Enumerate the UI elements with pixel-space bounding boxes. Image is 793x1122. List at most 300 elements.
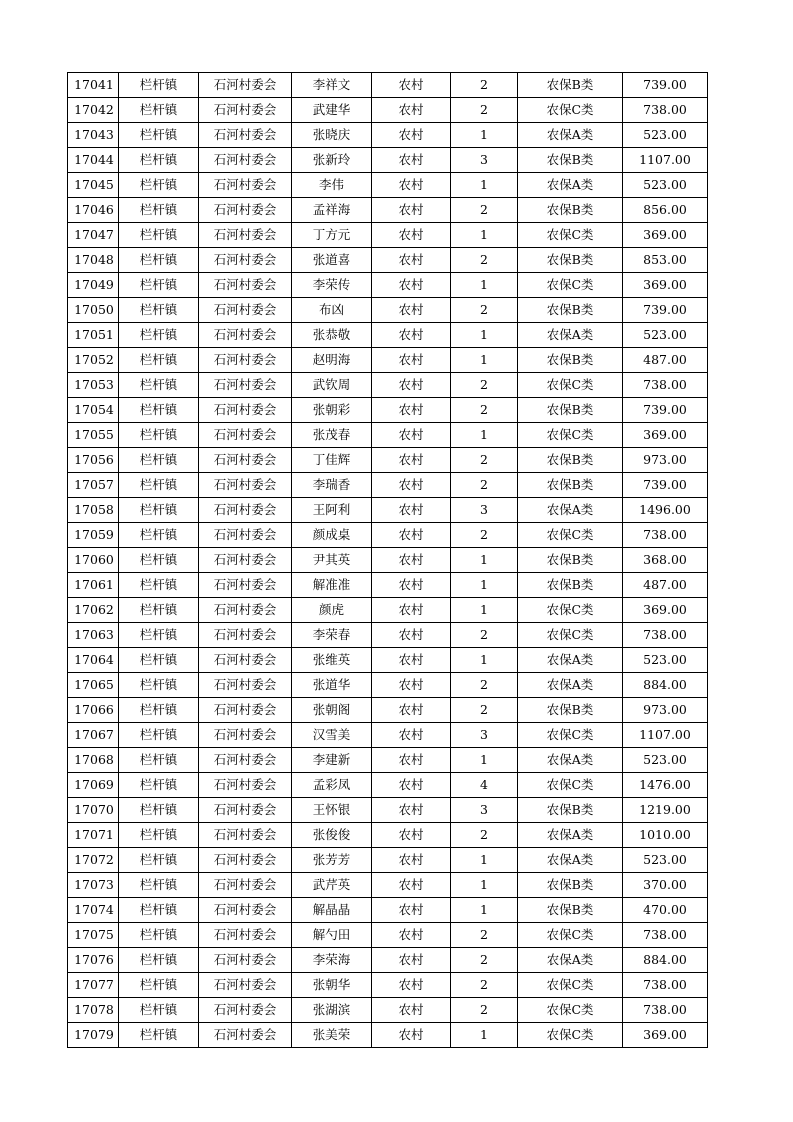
area-type-cell: 农村 xyxy=(372,1023,451,1048)
table-row xyxy=(68,573,708,598)
area-type-cell: 农村 xyxy=(372,648,451,673)
area-type-cell: 农村 xyxy=(372,998,451,1023)
area-type-cell: 农村 xyxy=(372,123,451,148)
village-committee-cell: 石河村委会 xyxy=(199,398,292,423)
record-id-cell: 17041 xyxy=(68,73,119,98)
town-cell: 栏杆镇 xyxy=(119,348,199,373)
amount-cell: 523.00 xyxy=(623,123,708,148)
town-cell: 栏杆镇 xyxy=(119,873,199,898)
village-committee-cell: 石河村委会 xyxy=(199,198,292,223)
name-cell: 解准准 xyxy=(292,573,372,598)
record-id-cell: 17042 xyxy=(68,98,119,123)
table-row xyxy=(68,1023,708,1048)
name-cell: 解勺田 xyxy=(292,923,372,948)
household-count-cell: 2 xyxy=(451,673,518,698)
record-id-cell: 17079 xyxy=(68,1023,119,1048)
amount-cell: 1107.00 xyxy=(623,148,708,173)
table-row xyxy=(68,173,708,198)
village-committee-cell: 石河村委会 xyxy=(199,73,292,98)
village-committee-cell: 石河村委会 xyxy=(199,923,292,948)
town-cell: 栏杆镇 xyxy=(119,973,199,998)
name-cell: 张维英 xyxy=(292,648,372,673)
amount-cell: 738.00 xyxy=(623,998,708,1023)
amount-cell: 523.00 xyxy=(623,748,708,773)
area-type-cell: 农村 xyxy=(372,398,451,423)
record-id-cell: 17076 xyxy=(68,948,119,973)
insurance-category-cell: 农保B类 xyxy=(518,248,623,273)
amount-cell: 487.00 xyxy=(623,348,708,373)
insurance-category-cell: 农保A类 xyxy=(518,848,623,873)
table-row xyxy=(68,248,708,273)
household-count-cell: 1 xyxy=(451,348,518,373)
household-count-cell: 2 xyxy=(451,248,518,273)
table-row xyxy=(68,773,708,798)
village-committee-cell: 石河村委会 xyxy=(199,848,292,873)
town-cell: 栏杆镇 xyxy=(119,648,199,673)
household-count-cell: 1 xyxy=(451,123,518,148)
name-cell: 武建华 xyxy=(292,98,372,123)
amount-cell: 738.00 xyxy=(623,98,708,123)
area-type-cell: 农村 xyxy=(372,298,451,323)
insurance-category-cell: 农保C类 xyxy=(518,98,623,123)
amount-cell: 738.00 xyxy=(623,373,708,398)
record-id-cell: 17050 xyxy=(68,298,119,323)
area-type-cell: 农村 xyxy=(372,173,451,198)
area-type-cell: 农村 xyxy=(372,148,451,173)
household-count-cell: 2 xyxy=(451,473,518,498)
name-cell: 王阿利 xyxy=(292,498,372,523)
household-count-cell: 2 xyxy=(451,373,518,398)
record-id-cell: 17043 xyxy=(68,123,119,148)
town-cell: 栏杆镇 xyxy=(119,398,199,423)
record-id-cell: 17062 xyxy=(68,598,119,623)
household-count-cell: 2 xyxy=(451,198,518,223)
name-cell: 李荣海 xyxy=(292,948,372,973)
area-type-cell: 农村 xyxy=(372,898,451,923)
record-id-cell: 17044 xyxy=(68,148,119,173)
household-count-cell: 2 xyxy=(451,73,518,98)
amount-cell: 370.00 xyxy=(623,873,708,898)
household-count-cell: 1 xyxy=(451,548,518,573)
name-cell: 张美荣 xyxy=(292,1023,372,1048)
amount-cell: 884.00 xyxy=(623,673,708,698)
record-id-cell: 17058 xyxy=(68,498,119,523)
household-count-cell: 1 xyxy=(451,223,518,248)
name-cell: 张俊俊 xyxy=(292,823,372,848)
table-row xyxy=(68,623,708,648)
name-cell: 李瑞香 xyxy=(292,473,372,498)
household-count-cell: 3 xyxy=(451,498,518,523)
table-row xyxy=(68,648,708,673)
name-cell: 张茂春 xyxy=(292,423,372,448)
household-count-cell: 1 xyxy=(451,898,518,923)
table-row xyxy=(68,998,708,1023)
record-id-cell: 17077 xyxy=(68,973,119,998)
insurance-category-cell: 农保C类 xyxy=(518,973,623,998)
amount-cell: 738.00 xyxy=(623,523,708,548)
town-cell: 栏杆镇 xyxy=(119,798,199,823)
name-cell: 孟祥海 xyxy=(292,198,372,223)
name-cell: 李荣春 xyxy=(292,623,372,648)
insurance-category-cell: 农保B类 xyxy=(518,798,623,823)
area-type-cell: 农村 xyxy=(372,348,451,373)
household-count-cell: 2 xyxy=(451,698,518,723)
area-type-cell: 农村 xyxy=(372,198,451,223)
household-count-cell: 3 xyxy=(451,798,518,823)
insurance-category-cell: 农保C类 xyxy=(518,223,623,248)
record-id-cell: 17055 xyxy=(68,423,119,448)
area-type-cell: 农村 xyxy=(372,473,451,498)
area-type-cell: 农村 xyxy=(372,248,451,273)
record-id-cell: 17063 xyxy=(68,623,119,648)
name-cell: 汉雪美 xyxy=(292,723,372,748)
amount-cell: 738.00 xyxy=(623,623,708,648)
record-id-cell: 17072 xyxy=(68,848,119,873)
table-row xyxy=(68,548,708,573)
name-cell: 张恭敬 xyxy=(292,323,372,348)
village-committee-cell: 石河村委会 xyxy=(199,148,292,173)
town-cell: 栏杆镇 xyxy=(119,698,199,723)
insurance-category-cell: 农保B类 xyxy=(518,473,623,498)
record-id-cell: 17068 xyxy=(68,748,119,773)
insurance-category-cell: 农保B类 xyxy=(518,198,623,223)
table-row xyxy=(68,723,708,748)
insurance-category-cell: 农保A类 xyxy=(518,173,623,198)
record-id-cell: 17071 xyxy=(68,823,119,848)
insurance-category-cell: 农保B类 xyxy=(518,73,623,98)
village-committee-cell: 石河村委会 xyxy=(199,623,292,648)
village-committee-cell: 石河村委会 xyxy=(199,948,292,973)
record-id-cell: 17060 xyxy=(68,548,119,573)
area-type-cell: 农村 xyxy=(372,948,451,973)
household-count-cell: 1 xyxy=(451,748,518,773)
name-cell: 布凶 xyxy=(292,298,372,323)
table-row xyxy=(68,348,708,373)
household-count-cell: 1 xyxy=(451,273,518,298)
village-committee-cell: 石河村委会 xyxy=(199,223,292,248)
area-type-cell: 农村 xyxy=(372,623,451,648)
town-cell: 栏杆镇 xyxy=(119,298,199,323)
record-id-cell: 17052 xyxy=(68,348,119,373)
amount-cell: 739.00 xyxy=(623,73,708,98)
amount-cell: 853.00 xyxy=(623,248,708,273)
records-table xyxy=(67,72,708,1048)
amount-cell: 739.00 xyxy=(623,398,708,423)
area-type-cell: 农村 xyxy=(372,673,451,698)
town-cell: 栏杆镇 xyxy=(119,898,199,923)
area-type-cell: 农村 xyxy=(372,748,451,773)
town-cell: 栏杆镇 xyxy=(119,198,199,223)
amount-cell: 1010.00 xyxy=(623,823,708,848)
town-cell: 栏杆镇 xyxy=(119,423,199,448)
amount-cell: 856.00 xyxy=(623,198,708,223)
table-row xyxy=(68,498,708,523)
table-row xyxy=(68,448,708,473)
table-row xyxy=(68,398,708,423)
record-id-cell: 17075 xyxy=(68,923,119,948)
village-committee-cell: 石河村委会 xyxy=(199,723,292,748)
table-row xyxy=(68,73,708,98)
household-count-cell: 1 xyxy=(451,648,518,673)
town-cell: 栏杆镇 xyxy=(119,173,199,198)
area-type-cell: 农村 xyxy=(372,498,451,523)
insurance-category-cell: 农保C类 xyxy=(518,623,623,648)
household-count-cell: 3 xyxy=(451,723,518,748)
record-id-cell: 17056 xyxy=(68,448,119,473)
table-row xyxy=(68,923,708,948)
area-type-cell: 农村 xyxy=(372,973,451,998)
village-committee-cell: 石河村委会 xyxy=(199,1023,292,1048)
table-row xyxy=(68,273,708,298)
insurance-category-cell: 农保C类 xyxy=(518,373,623,398)
insurance-category-cell: 农保C类 xyxy=(518,423,623,448)
town-cell: 栏杆镇 xyxy=(119,773,199,798)
amount-cell: 1476.00 xyxy=(623,773,708,798)
village-committee-cell: 石河村委会 xyxy=(199,323,292,348)
insurance-category-cell: 农保B类 xyxy=(518,298,623,323)
village-committee-cell: 石河村委会 xyxy=(199,673,292,698)
village-committee-cell: 石河村委会 xyxy=(199,523,292,548)
household-count-cell: 2 xyxy=(451,298,518,323)
area-type-cell: 农村 xyxy=(372,323,451,348)
household-count-cell: 2 xyxy=(451,823,518,848)
record-id-cell: 17053 xyxy=(68,373,119,398)
village-committee-cell: 石河村委会 xyxy=(199,973,292,998)
area-type-cell: 农村 xyxy=(372,798,451,823)
name-cell: 张新玲 xyxy=(292,148,372,173)
table-row xyxy=(68,948,708,973)
household-count-cell: 2 xyxy=(451,523,518,548)
name-cell: 孟彩凤 xyxy=(292,773,372,798)
table-row xyxy=(68,823,708,848)
area-type-cell: 农村 xyxy=(372,723,451,748)
table-row xyxy=(68,298,708,323)
insurance-category-cell: 农保A类 xyxy=(518,123,623,148)
town-cell: 栏杆镇 xyxy=(119,623,199,648)
amount-cell: 523.00 xyxy=(623,323,708,348)
household-count-cell: 1 xyxy=(451,848,518,873)
village-committee-cell: 石河村委会 xyxy=(199,873,292,898)
amount-cell: 487.00 xyxy=(623,573,708,598)
household-count-cell: 2 xyxy=(451,923,518,948)
area-type-cell: 农村 xyxy=(372,73,451,98)
insurance-category-cell: 农保C类 xyxy=(518,523,623,548)
record-id-cell: 17059 xyxy=(68,523,119,548)
name-cell: 张朝阁 xyxy=(292,698,372,723)
insurance-category-cell: 农保A类 xyxy=(518,323,623,348)
area-type-cell: 农村 xyxy=(372,98,451,123)
insurance-category-cell: 农保C类 xyxy=(518,723,623,748)
town-cell: 栏杆镇 xyxy=(119,123,199,148)
amount-cell: 369.00 xyxy=(623,223,708,248)
name-cell: 武芹英 xyxy=(292,873,372,898)
area-type-cell: 农村 xyxy=(372,548,451,573)
village-committee-cell: 石河村委会 xyxy=(199,748,292,773)
table-row xyxy=(68,698,708,723)
insurance-category-cell: 农保A类 xyxy=(518,948,623,973)
table-row xyxy=(68,523,708,548)
village-committee-cell: 石河村委会 xyxy=(199,573,292,598)
village-committee-cell: 石河村委会 xyxy=(199,298,292,323)
insurance-category-cell: 农保B类 xyxy=(518,348,623,373)
name-cell: 丁方元 xyxy=(292,223,372,248)
town-cell: 栏杆镇 xyxy=(119,598,199,623)
town-cell: 栏杆镇 xyxy=(119,823,199,848)
insurance-category-cell: 农保C类 xyxy=(518,273,623,298)
insurance-category-cell: 农保A类 xyxy=(518,673,623,698)
town-cell: 栏杆镇 xyxy=(119,98,199,123)
town-cell: 栏杆镇 xyxy=(119,723,199,748)
amount-cell: 523.00 xyxy=(623,848,708,873)
household-count-cell: 2 xyxy=(451,973,518,998)
record-id-cell: 17054 xyxy=(68,398,119,423)
table-row xyxy=(68,973,708,998)
name-cell: 王怀银 xyxy=(292,798,372,823)
village-committee-cell: 石河村委会 xyxy=(199,648,292,673)
table-row xyxy=(68,423,708,448)
insurance-category-cell: 农保A类 xyxy=(518,498,623,523)
area-type-cell: 农村 xyxy=(372,848,451,873)
record-id-cell: 17074 xyxy=(68,898,119,923)
household-count-cell: 1 xyxy=(451,1023,518,1048)
record-id-cell: 17066 xyxy=(68,698,119,723)
village-committee-cell: 石河村委会 xyxy=(199,698,292,723)
amount-cell: 1496.00 xyxy=(623,498,708,523)
town-cell: 栏杆镇 xyxy=(119,998,199,1023)
record-id-cell: 17045 xyxy=(68,173,119,198)
area-type-cell: 农村 xyxy=(372,573,451,598)
town-cell: 栏杆镇 xyxy=(119,248,199,273)
name-cell: 张朝华 xyxy=(292,973,372,998)
town-cell: 栏杆镇 xyxy=(119,1023,199,1048)
insurance-category-cell: 农保B类 xyxy=(518,573,623,598)
household-count-cell: 2 xyxy=(451,448,518,473)
insurance-category-cell: 农保B类 xyxy=(518,873,623,898)
record-id-cell: 17048 xyxy=(68,248,119,273)
name-cell: 武钦周 xyxy=(292,373,372,398)
area-type-cell: 农村 xyxy=(372,423,451,448)
record-id-cell: 17051 xyxy=(68,323,119,348)
insurance-category-cell: 农保C类 xyxy=(518,598,623,623)
table-row xyxy=(68,148,708,173)
village-committee-cell: 石河村委会 xyxy=(199,473,292,498)
name-cell: 张芳芳 xyxy=(292,848,372,873)
table-row xyxy=(68,598,708,623)
household-count-cell: 2 xyxy=(451,623,518,648)
town-cell: 栏杆镇 xyxy=(119,923,199,948)
record-id-cell: 17070 xyxy=(68,798,119,823)
record-id-cell: 17061 xyxy=(68,573,119,598)
record-id-cell: 17065 xyxy=(68,673,119,698)
area-type-cell: 农村 xyxy=(372,273,451,298)
record-id-cell: 17073 xyxy=(68,873,119,898)
table-row xyxy=(68,98,708,123)
amount-cell: 973.00 xyxy=(623,448,708,473)
town-cell: 栏杆镇 xyxy=(119,223,199,248)
village-committee-cell: 石河村委会 xyxy=(199,773,292,798)
town-cell: 栏杆镇 xyxy=(119,848,199,873)
household-count-cell: 2 xyxy=(451,398,518,423)
village-committee-cell: 石河村委会 xyxy=(199,348,292,373)
amount-cell: 739.00 xyxy=(623,473,708,498)
insurance-category-cell: 农保B类 xyxy=(518,698,623,723)
village-committee-cell: 石河村委会 xyxy=(199,123,292,148)
household-count-cell: 3 xyxy=(451,148,518,173)
village-committee-cell: 石河村委会 xyxy=(199,548,292,573)
name-cell: 丁佳辉 xyxy=(292,448,372,473)
amount-cell: 1107.00 xyxy=(623,723,708,748)
insurance-category-cell: 农保B类 xyxy=(518,898,623,923)
village-committee-cell: 石河村委会 xyxy=(199,273,292,298)
amount-cell: 739.00 xyxy=(623,298,708,323)
name-cell: 解晶晶 xyxy=(292,898,372,923)
amount-cell: 369.00 xyxy=(623,273,708,298)
name-cell: 张湖滨 xyxy=(292,998,372,1023)
insurance-category-cell: 农保C类 xyxy=(518,1023,623,1048)
amount-cell: 369.00 xyxy=(623,1023,708,1048)
village-committee-cell: 石河村委会 xyxy=(199,823,292,848)
town-cell: 栏杆镇 xyxy=(119,323,199,348)
name-cell: 张朝彩 xyxy=(292,398,372,423)
village-committee-cell: 石河村委会 xyxy=(199,173,292,198)
town-cell: 栏杆镇 xyxy=(119,673,199,698)
household-count-cell: 4 xyxy=(451,773,518,798)
village-committee-cell: 石河村委会 xyxy=(199,998,292,1023)
record-id-cell: 17049 xyxy=(68,273,119,298)
record-id-cell: 17046 xyxy=(68,198,119,223)
table-body xyxy=(68,73,708,1048)
amount-cell: 1219.00 xyxy=(623,798,708,823)
insurance-category-cell: 农保C类 xyxy=(518,998,623,1023)
name-cell: 李祥文 xyxy=(292,73,372,98)
area-type-cell: 农村 xyxy=(372,823,451,848)
town-cell: 栏杆镇 xyxy=(119,148,199,173)
record-id-cell: 17067 xyxy=(68,723,119,748)
village-committee-cell: 石河村委会 xyxy=(199,448,292,473)
insurance-category-cell: 农保C类 xyxy=(518,923,623,948)
table-row xyxy=(68,748,708,773)
village-committee-cell: 石河村委会 xyxy=(199,98,292,123)
household-count-cell: 1 xyxy=(451,873,518,898)
household-count-cell: 1 xyxy=(451,573,518,598)
town-cell: 栏杆镇 xyxy=(119,448,199,473)
table-row xyxy=(68,373,708,398)
town-cell: 栏杆镇 xyxy=(119,948,199,973)
table-row xyxy=(68,223,708,248)
area-type-cell: 农村 xyxy=(372,523,451,548)
town-cell: 栏杆镇 xyxy=(119,273,199,298)
amount-cell: 523.00 xyxy=(623,173,708,198)
insurance-category-cell: 农保A类 xyxy=(518,648,623,673)
village-committee-cell: 石河村委会 xyxy=(199,598,292,623)
name-cell: 张晓庆 xyxy=(292,123,372,148)
area-type-cell: 农村 xyxy=(372,448,451,473)
table-row xyxy=(68,898,708,923)
village-committee-cell: 石河村委会 xyxy=(199,498,292,523)
amount-cell: 973.00 xyxy=(623,698,708,723)
table-row xyxy=(68,848,708,873)
record-id-cell: 17064 xyxy=(68,648,119,673)
insurance-category-cell: 农保C类 xyxy=(518,773,623,798)
insurance-category-cell: 农保A类 xyxy=(518,748,623,773)
area-type-cell: 农村 xyxy=(372,923,451,948)
name-cell: 颜成桌 xyxy=(292,523,372,548)
town-cell: 栏杆镇 xyxy=(119,523,199,548)
amount-cell: 369.00 xyxy=(623,598,708,623)
town-cell: 栏杆镇 xyxy=(119,73,199,98)
name-cell: 赵明海 xyxy=(292,348,372,373)
name-cell: 张道喜 xyxy=(292,248,372,273)
